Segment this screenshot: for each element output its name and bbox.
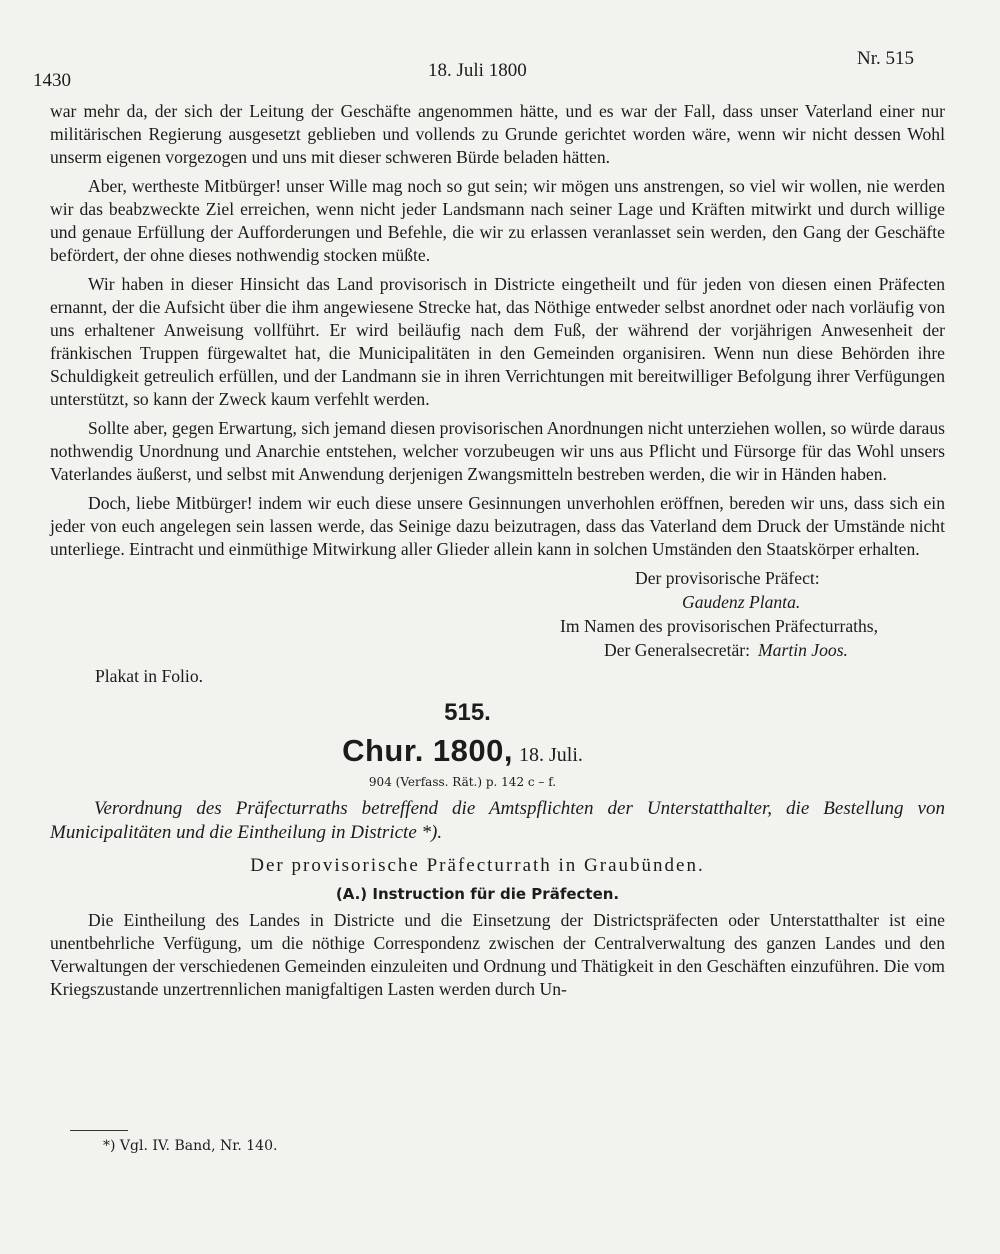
ordinance-title: Verordnung des Präfecturraths betreffend die Amtspflichten der Unterstatthalter, die Bestellung von Municipalitäten und die Eintheilung in Districte *). [50, 798, 945, 843]
signature-on-behalf: Im Namen des provisorischen Präfecturraths, [560, 616, 879, 636]
secretary-title: Der Generalsecretär: [604, 640, 751, 660]
signature-role: Der provisorische Präfect: [635, 568, 820, 588]
document-number: 515. [444, 699, 491, 726]
footnote: *) Vgl. IV. Band, Nr. 140. [103, 1138, 278, 1154]
footnote-rule [70, 1130, 128, 1131]
plakat-note: Plakat in Folio. [95, 666, 204, 686]
paragraph: Doch, liebe Mitbürger! indem wir euch diese unsere Gesinnungen unverhohlen eröffnen, bereden wir uns, dass sich ein jeder von euch angelegen sein lassen werde, das Seinige dazu beizutragen, dass das Vaterland dem Druck der Umstände nicht unterliege. Eintracht und einmüthige Mitwirkung aller Glieder allein kann in solchen Umständen den Staatskörper erhalten. [50, 493, 945, 559]
paragraph: Sollte aber, gegen Erwartung, sich jemand diesen provisorischen Anordnungen nicht unterziehen wollen, so würde daraus nothwendig Unordnung und Anarchie entstehen, welcher vorzubeugen wir uns aus Pflicht und Fürsorge für das Wohl unsers Vaterlandes äußerst, und selbst mit Anwendung derjenigen Zwangsmitteln bestreben werden, die wir in Händen haben. [50, 418, 945, 484]
paragraph: war mehr da, der sich der Leitung der Geschäfte angenommen hätte, und es war der Fall, dass unser Vaterland einer nur militärischen Regierung ausgesetzt geblieben und vollends zu Grunde gerichtet worden wäre, wenn wir nicht dessen Wohl unserm eigenen vorgezogen und uns mit dieser schweren Bürde beladen hätten. [50, 101, 945, 167]
signature-name: Gaudenz Planta. [682, 592, 801, 612]
paragraph: Aber, wertheste Mitbürger! unser Wille mag noch so gut sein; wir mögen uns anstrengen, so viel wir wollen, nie werden wir das beabzweckte Ziel erreichen, wenn nicht jeder Landsmann nach seiner Lage und Kräften mitwirkt und durch willige und genaue Erfüllung der Aufforderungen und Befehle, die wir zu erlassen veranlasset sein werden, den Gang der Geschäfte befördert, der ohne dieses nothwendig stocken müßte. [50, 176, 945, 265]
instruction-heading: (A.) Instruction für die Präfecten. [335, 885, 620, 903]
council-heading: Der provisorische Präfecturrath in Graubünden. [250, 855, 705, 876]
source-reference: 904 (Verfass. Rät.) p. 142 c – f. [368, 775, 557, 789]
running-date: 18. Juli 1800 [428, 60, 527, 81]
place-date-line [0, 733, 945, 769]
paragraph: Wir haben in dieser Hinsicht das Land provisorisch in Districte eingetheilt und für jeden von diesen einen Präfecten ernannt, der die Aufsicht über die ihm angewiesene Strecke hat, das Nöthige entweder selbst anordnet oder nach vorläufig von uns erhaltener Anweisung vollführt. Er wird beiläufig nach dem Fuß, der während der vorjährigen Anwesenheit der fränkischen Truppen fürgewaltet hat, die Municipalitäten in den Gemeinden organisiren. Wenn nun diese Behörden ihre Schuldigkeit getreulich erfüllen, und der Landmann sie in ihren Verrichtungen mit bereitwilliger Befolgung ihrer Verfügungen unterstützt, so kann der Zweck kaum verfehlt werden. [50, 274, 945, 409]
place-year: Chur. 1800, [342, 733, 513, 768]
document-number-header: Nr. 515 [857, 48, 914, 69]
paragraph: Die Eintheilung des Landes in Districte und die Einsetzung der Districtspräfecten oder Unterstatthalter ist eine unentbehrliche Verfügung, um die nöthige Correspondenz zwischen der Centralverwaltung des ganzen Landes und den Verwaltungen der verschiedenen Gemeinden einzuleiten und Ordnung und Thätigkeit in den Geschäften einzuführen. Die vom Kriegszustande unzertrennlichen manigfaltigen Lasten werden durch Un- [50, 910, 945, 999]
body-text [50, 100, 945, 1001]
page-header [0, 48, 1000, 91]
secretary-name: Martin Joos. [758, 640, 848, 660]
document-date: 18. Juli. [519, 744, 583, 766]
signature-secretary [604, 638, 945, 662]
page-number: 1430 [33, 70, 71, 91]
